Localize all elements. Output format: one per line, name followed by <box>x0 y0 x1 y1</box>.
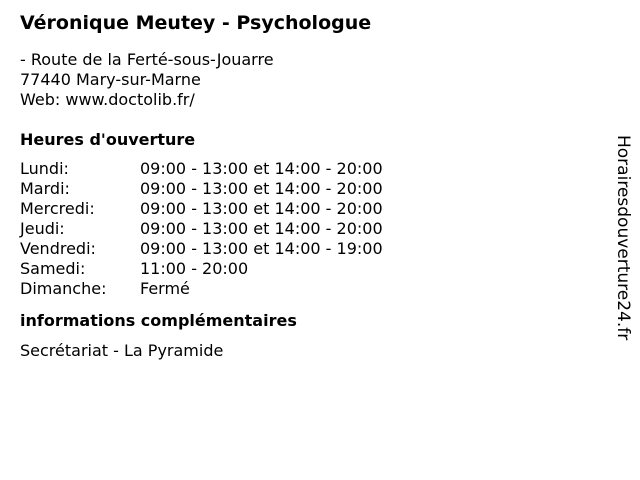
day-label: Samedi: <box>20 259 86 278</box>
address-city: 77440 Mary-sur-Marne <box>20 70 201 89</box>
hours-row-thursday <box>20 219 600 239</box>
hours-table <box>20 159 600 299</box>
day-label: Vendredi: <box>20 239 96 258</box>
day-label: Lundi: <box>20 159 69 178</box>
time-value: 09:00 - 13:00 et 14:00 - 20:00 <box>140 159 383 178</box>
address-block <box>20 50 600 110</box>
hours-row-wednesday <box>20 199 600 219</box>
hours-heading: Heures d'ouverture <box>20 130 196 149</box>
website-line: Web: www.doctolib.fr/ <box>20 90 195 109</box>
time-value: 09:00 - 13:00 et 14:00 - 20:00 <box>140 219 383 238</box>
info-heading: informations complémentaires <box>20 311 297 330</box>
day-label: Dimanche: <box>20 279 107 298</box>
page-title: Véronique Meutey - Psychologue <box>20 12 372 34</box>
time-value: 11:00 - 20:00 <box>140 259 249 278</box>
time-value: 09:00 - 13:00 et 14:00 - 20:00 <box>140 199 383 218</box>
business-card <box>20 10 600 361</box>
hours-row-tuesday <box>20 179 600 199</box>
hours-row-monday <box>20 159 600 179</box>
hours-row-friday <box>20 239 600 259</box>
time-value: 09:00 - 13:00 et 14:00 - 20:00 <box>140 179 383 198</box>
day-label: Mercredi: <box>20 199 95 218</box>
time-value: 09:00 - 13:00 et 14:00 - 19:00 <box>140 239 383 258</box>
info-text: Secrétariat - La Pyramide <box>20 341 224 360</box>
site-watermark: Horairesdouverture24.fr <box>613 135 633 341</box>
hours-row-saturday <box>20 259 600 279</box>
address-street: - Route de la Ferté-sous-Jouarre <box>20 50 274 69</box>
day-label: Mardi: <box>20 179 70 198</box>
hours-row-sunday <box>20 279 600 299</box>
day-label: Jeudi: <box>20 219 65 238</box>
time-value: Fermé <box>140 279 190 298</box>
